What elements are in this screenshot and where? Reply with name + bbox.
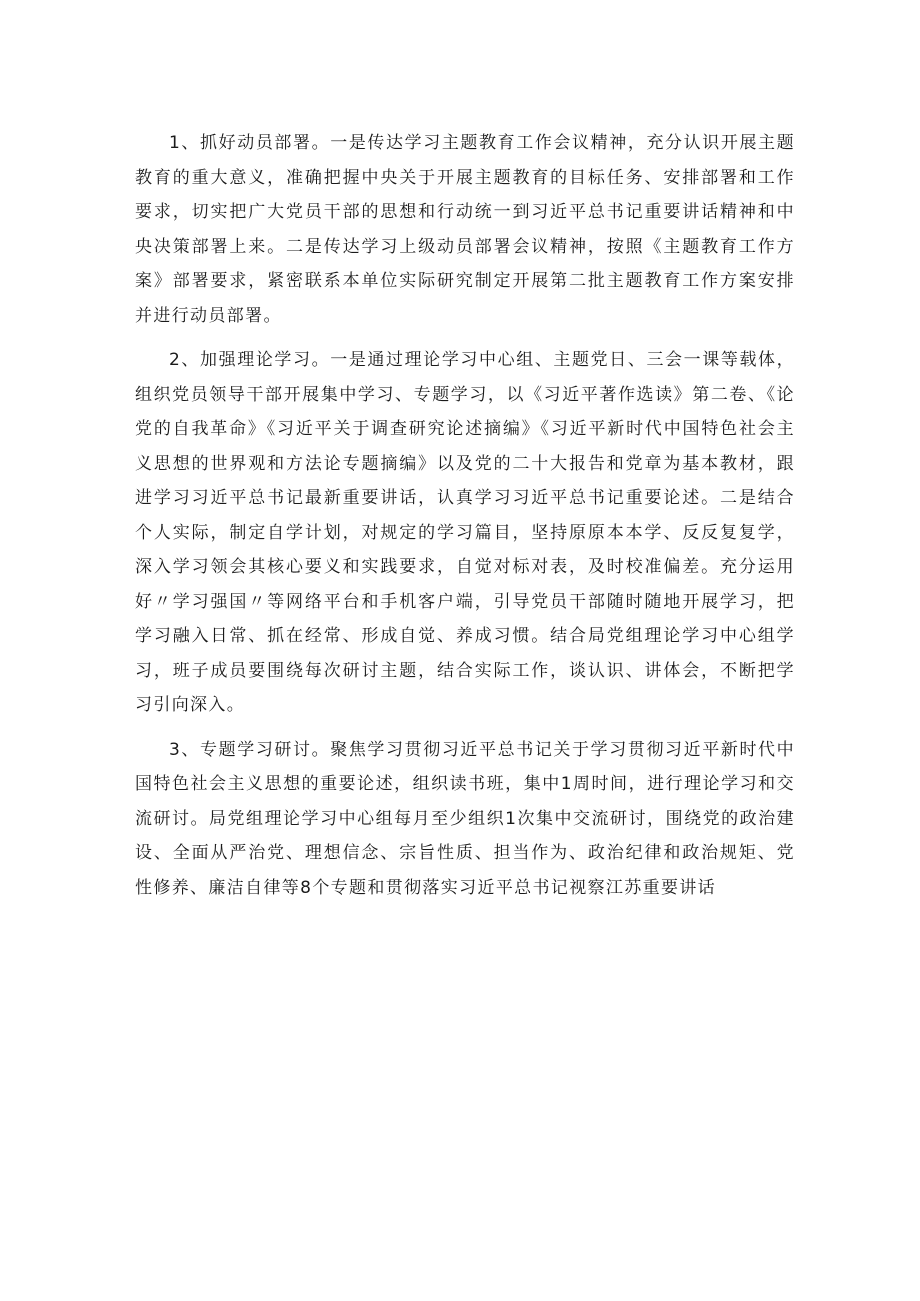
document-body — [135, 126, 795, 905]
paragraph-deployment: 1、抓好动员部署。一是传达学习主题教育工作会议精神，充分认识开展主题教育的重大意义，准确把握中央关于开展主题教育的目标任务、安排部署和工作要求，切实把广大党员干部的思想和行动统一到习近平总书记重要讲话精神和中央决策部署上来。二是传达学习上级动员部署会议精神，按照《主题教育工作方案》部署要求，紧密联系本单位实际研究制定开展第二批主题教育工作方案安排并进行动员部署。 — [135, 133, 795, 326]
paragraph-theory-study: 2、加强理论学习。一是通过理论学习中心组、主题党日、三会一课等载体，组织党员领导干部开展集中学习、专题学习，以《习近平著作选读》第二卷、《论党的自我革命》《习近平关于调查研究论述摘编》《习近平新时代中国特色社会主义思想的世界观和方法论专题摘编》以及党的二十大报告和党章为基本教材，跟进学习习近平总书记最新重要讲话，认真学习习近平总书记重要论述。二是结合个人实际，制定自学计划，对规定的学习篇目，坚持原原本本学、反反复复学，深入学习领会其核心要义和实践要求，自觉对标对表，及时校准偏差。充分运用好〃学习强国〃等网络平台和手机客户端，引导党员干部随时随地开展学习，把学习融入日常、抓在经常、形成自觉、养成习惯。结合局党组理论学习中心组学习，班子成员要围绕每次研讨主题，结合实际工作，谈认识、讲体会，不断把学习引向深入。 — [135, 350, 795, 715]
paragraph-special-seminar: 3、专题学习研讨。聚焦学习贯彻习近平总书记关于学习贯彻习近平新时代中国特色社会主义思想的重要论述，组织读书班，集中1周时间，进行理论学习和交流研讨。局党组理论学习中心组每月至少组织1次集中交流研讨，围绕党的政治建设、全面从严治党、理想信念、宗旨性质、担当作为、政治纪律和政治规矩、党性修养、廉洁自律等8个专题和贯彻落实习近平总书记视察江苏重要讲话 — [135, 739, 795, 898]
